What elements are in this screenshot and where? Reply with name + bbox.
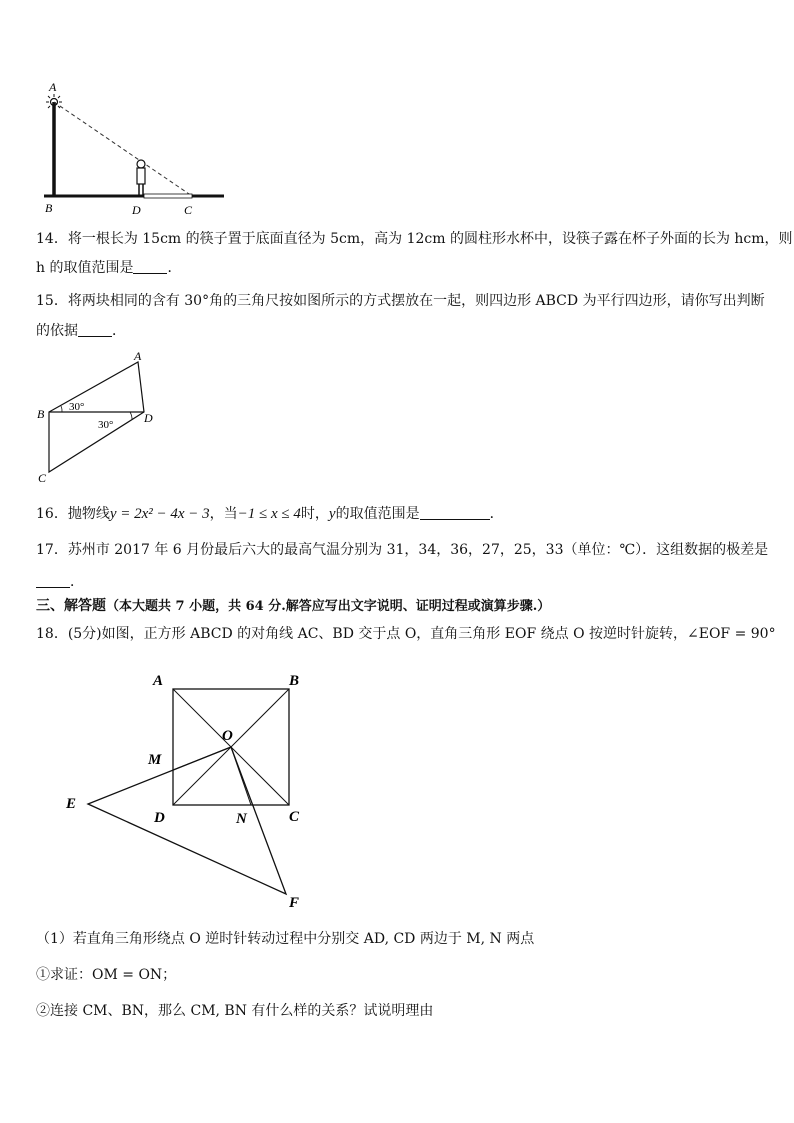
q15-end: ． xyxy=(112,323,126,339)
figure-parallelogram xyxy=(34,346,164,486)
figure-shadow xyxy=(36,76,236,220)
q18-part1a: ①求证：OM = ON； xyxy=(36,967,177,983)
q18-part1b: ②连接 CM、BN，那么 CM, BN 有什么样的关系？试说明理由 xyxy=(36,1003,434,1019)
q14-line1: 14．将一根长为 15cm 的筷子置于底面直径为 5cm，高为 12cm 的圆柱形水杯中，设筷子露在杯子外面的长为 hcm，则 xyxy=(36,231,793,247)
figure-square-triangle xyxy=(56,664,316,914)
label-F: F xyxy=(289,895,300,911)
label-A: A xyxy=(49,80,57,94)
label-O: O xyxy=(222,728,233,744)
q15-line1: 15．将两块相同的含有 30°角的三角尺按如图所示的方式摆放在一起，则四边形 ABCD 为平行四边形，请你写出判断 xyxy=(36,293,765,309)
label-C: C xyxy=(289,809,300,825)
label-D: D xyxy=(132,203,141,217)
person-icon xyxy=(137,160,145,196)
q16-prefix: 16．抛物线 xyxy=(36,506,110,522)
q16-end: ． xyxy=(489,506,504,522)
label-C: C xyxy=(38,471,47,485)
q15-line2-text: 的依据 xyxy=(36,323,78,339)
q16-mid: ，当 xyxy=(209,506,238,522)
q18-stem: 18．(5分)如图，正方形 ABCD 的对角线 AC、BD 交于点 O，直角三角形 EOF 绕点 O 按逆时针旋转，∠EOF = 90° xyxy=(36,626,776,642)
label-B: B xyxy=(45,201,53,215)
q17-line2 xyxy=(36,572,84,592)
q16-formula: y = 2x² − 4x − 3 xyxy=(109,506,210,522)
label-C: C xyxy=(184,203,193,217)
q16-condition: −1 ≤ x ≤ 4 xyxy=(237,506,301,522)
q14-line2 xyxy=(36,258,181,278)
label-B: B xyxy=(37,407,45,421)
label-B: B xyxy=(289,673,300,689)
q16-y: y xyxy=(328,506,336,522)
q15-line2 xyxy=(36,321,126,341)
label-E: E xyxy=(66,796,77,812)
q14-line2-text: h 的取值范围是 xyxy=(36,260,134,276)
q17-answer-blank xyxy=(36,573,70,588)
label-A: A xyxy=(153,673,164,689)
label-N: N xyxy=(236,811,247,827)
q17-line1: 17．苏州市 2017 年 6 月份最后六大的最高气温分别为 31，34，36，27，25，33（单位：℃）．这组数据的极差是 xyxy=(36,542,769,558)
section-3-note: （本大题共 7 小题，共 64 分.解答应写出文字说明、证明过程或演算步骤.） xyxy=(106,599,551,614)
section-3-header xyxy=(36,596,550,617)
label-A: A xyxy=(134,349,142,363)
q16-tail: 的取值范围是 xyxy=(335,506,420,522)
angle-label-1: 30° xyxy=(69,401,85,413)
q14-answer-blank xyxy=(133,259,167,274)
q18-part1: （1）若直角三角形绕点 O 逆时针转动过程中分别交 AD, CD 两边于 M, N 两点 xyxy=(36,931,535,947)
section-3-title: 三、解答题 xyxy=(36,598,106,614)
label-D: D xyxy=(144,411,153,425)
q14-end: ． xyxy=(167,260,182,276)
q17-end: ． xyxy=(70,574,84,590)
q16-post: 时， xyxy=(300,506,329,522)
label-M: M xyxy=(148,752,162,768)
label-D: D xyxy=(154,810,165,826)
angle-label-2: 30° xyxy=(98,419,114,431)
q15-answer-blank xyxy=(78,322,112,337)
q16-answer-blank xyxy=(420,505,490,520)
q16 xyxy=(36,504,504,524)
